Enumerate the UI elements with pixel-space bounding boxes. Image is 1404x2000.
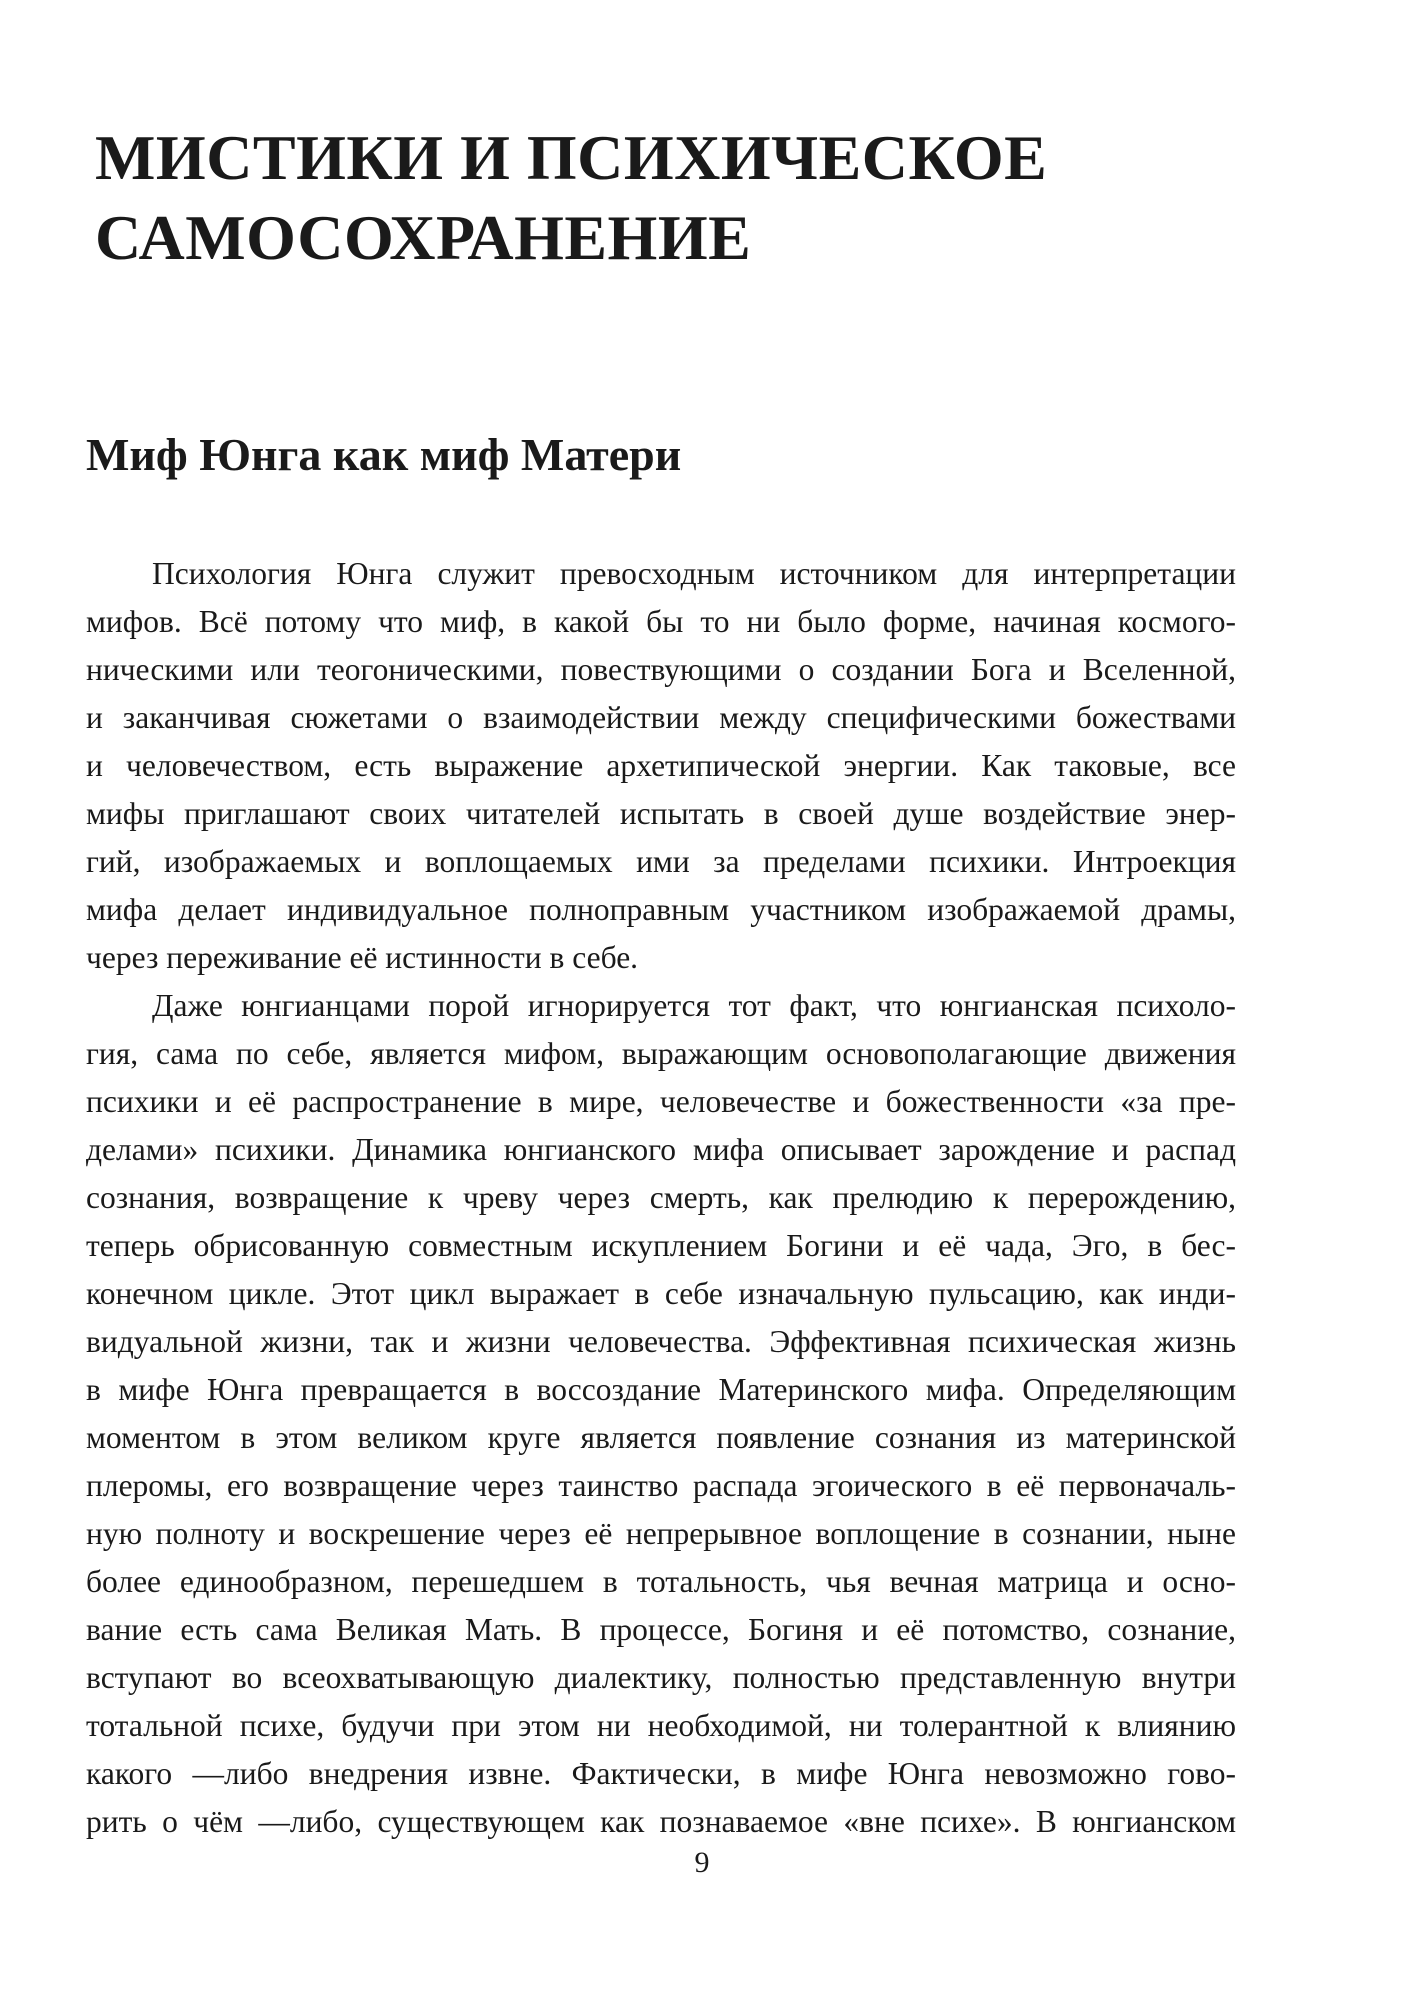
text-line: сознания, возвращение к чреву через смерть, как прелюдию к перерождению, <box>86 1180 1236 1215</box>
text-line: психики и её распространение в мире, человечестве и божественности «за пре- <box>86 1084 1236 1119</box>
text-line: гия, сама по себе, является мифом, выражающим основополагающие движения <box>86 1036 1236 1071</box>
section-heading: Миф Юнга как миф Матери <box>86 429 682 480</box>
text-line: Психология Юнга служит превосходным источником для интерпретации <box>152 556 1236 591</box>
text-line: вступают во всеохватывающую диалектику, полностью представленную внутри <box>86 1660 1236 1695</box>
text-line: видуальной жизни, так и жизни человечества. Эффективная психическая жизнь <box>86 1324 1236 1359</box>
text-line: плеромы, его возвращение через таинство распада эгоического в её первоначаль- <box>86 1468 1236 1503</box>
text-line: тотальной психе, будучи при этом ни необходимой, ни толерантной к влиянию <box>86 1708 1236 1743</box>
text-line: и человечеством, есть выражение архетипической энергии. Как таковые, все <box>86 748 1236 783</box>
text-line: и заканчивая сюжетами о взаимодействии между специфическими божествами <box>86 700 1236 735</box>
chapter-title-line-1: МИСТИКИ И ПСИХИЧЕСКОЕ <box>95 122 1048 193</box>
text-line: рить о чём —либо, существующем как познаваемое «вне психе». В юнгианском <box>86 1804 1236 1839</box>
text-line: мифа делает индивидуальное полноправным участником изображаемой драмы, <box>86 892 1236 927</box>
text-line: в мифе Юнга превращается в воссоздание Материнского мифа. Определяющим <box>86 1372 1236 1407</box>
text-line: ническими или теогоническими, повествующими о создании Бога и Вселенной, <box>86 652 1236 687</box>
text-line: более единообразном, перешедшем в тотальность, чья вечная матрица и осно- <box>86 1564 1236 1599</box>
text-line: гий, изображаемых и воплощаемых ими за пределами психики. Интроекция <box>86 844 1236 879</box>
body-text <box>86 550 1236 1846</box>
text-line: через переживание её истинности в себе. <box>86 940 639 975</box>
chapter-title <box>95 118 1295 278</box>
page-number: 9 <box>694 1846 710 1879</box>
text-line: вание есть сама Великая Мать. В процессе, Богиня и её потомство, сознание, <box>86 1612 1236 1647</box>
text-line: какого —либо внедрения извне. Фактически, в мифе Юнга невозможно гово- <box>86 1756 1236 1791</box>
text-line: теперь обрисованную совместным искуплением Богини и её чада, Эго, в бес- <box>86 1228 1236 1263</box>
text-line: делами» психики. Динамика юнгианского мифа описывает зарождение и распад <box>86 1132 1236 1167</box>
text-line: моментом в этом великом круге является появление сознания из материнской <box>86 1420 1236 1455</box>
text-line: мифов. Всё потому что миф, в какой бы то ни было форме, начиная космого- <box>86 604 1236 639</box>
text-line: конечном цикле. Этот цикл выражает в себе изначальную пульсацию, как инди- <box>86 1276 1236 1311</box>
text-line: Даже юнгианцами порой игнорируется тот факт, что юнгианская психоло- <box>152 988 1236 1023</box>
chapter-title-line-2: САМОСОХРАНЕНИЕ <box>95 202 752 273</box>
text-line: мифы приглашают своих читателей испытать в своей душе воздействие энер- <box>86 796 1236 831</box>
text-line: ную полноту и воскрешение через её непрерывное воплощение в сознании, ныне <box>86 1516 1236 1551</box>
